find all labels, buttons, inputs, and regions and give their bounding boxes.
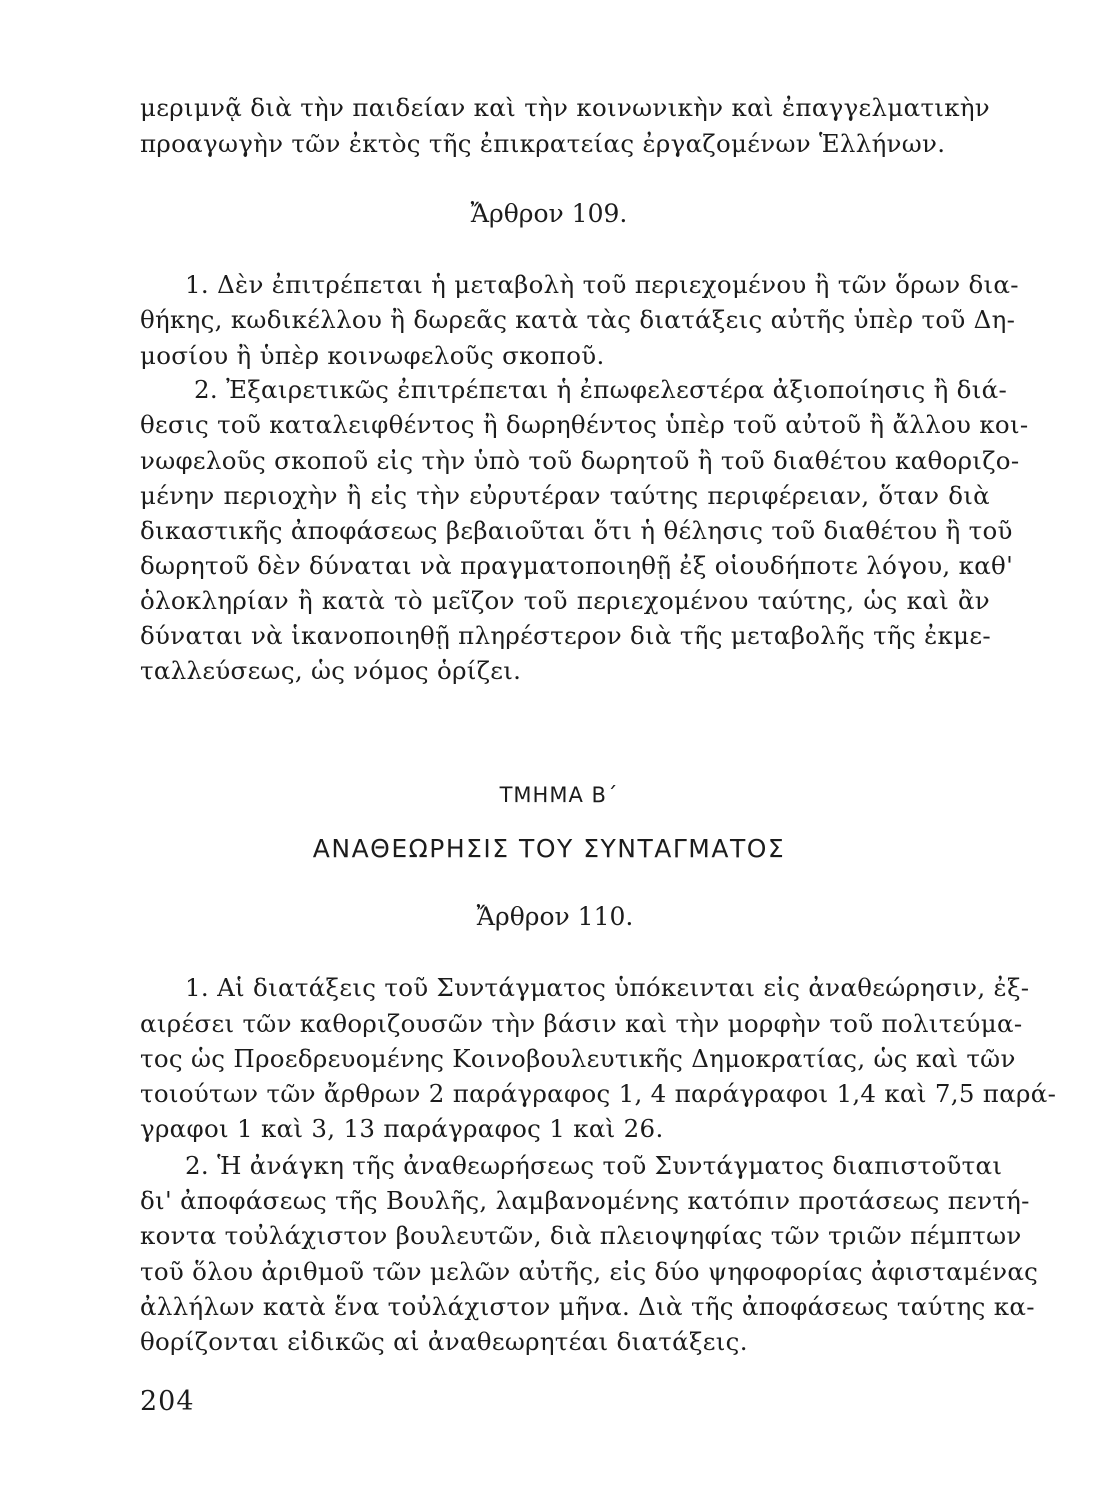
text-line: μοσίου ἢ ὑπὲρ κοινωφελοῦς σκοποῦ. <box>140 341 605 370</box>
section-label: ΤΜΗΜΑ Β΄ <box>499 783 619 807</box>
article-heading: Ἄρθρον 109. <box>470 199 628 228</box>
text-line: 2. Ἐξαιρετικῶς ἐπιτρέπεται ἡ ἐπωφελεστέρα ἀξιοποίησις ἢ διά- <box>194 375 1008 404</box>
text-line: ταλλεύσεως, ὡς νόμος ὁρίζει. <box>140 656 522 685</box>
text-line: αιρέσει τῶν καθοριζουσῶν τὴν βάσιν καὶ τὴν μορφὴν τοῦ πολιτεύμα- <box>140 1009 1023 1038</box>
text-line: 2. Ἡ ἀνάγκη τῆς ἀναθεωρήσεως τοῦ Συντάγματος διαπιστοῦται <box>185 1151 1003 1180</box>
text-line: 1. Αἱ διατάξεις τοῦ Συντάγματος ὑπόκεινται εἰς ἀναθεώρησιν, ἐξ- <box>185 973 1030 1002</box>
page-number: 204 <box>140 1386 195 1417</box>
text-line: ἀλλήλων κατὰ ἕνα τοὐλάχιστον μῆνα. Διὰ τῆς ἀποφάσεως ταύτης κα- <box>140 1292 1035 1321</box>
section-title: ΑΝΑΘΕΩΡΗΣΙΣ ΤΟΥ ΣΥΝΤΑΓΜΑΤΟΣ <box>312 834 786 863</box>
text-line: δύναται νὰ ἱκανοποιηθῇ πληρέστερον διὰ τῆς μεταβολῆς τῆς ἐκμε- <box>140 621 991 650</box>
text-line: μένην περιοχὴν ἢ εἰς τὴν εὐρυτέραν ταύτης περιφέρειαν, ὅταν διὰ <box>140 481 990 510</box>
article-heading: Ἄρθρον 110. <box>476 902 634 931</box>
text-line: τοιούτων τῶν ἄρθρων 2 παράγραφος 1, 4 παράγραφοι 1,4 καὶ 7,5 παρά- <box>140 1079 1057 1108</box>
text-line: γραφοι 1 καὶ 3, 13 παράγραφος 1 καὶ 26. <box>140 1114 664 1143</box>
text-line: 1. Δὲν ἐπιτρέπεται ἡ μεταβολὴ τοῦ περιεχομένου ἢ τῶν ὅρων δια- <box>185 270 1019 299</box>
text-line: προαγωγὴν τῶν ἐκτὸς τῆς ἐπικρατείας ἐργαζομένων Ἑλλήνων. <box>140 129 946 158</box>
text-line: νωφελοῦς σκοποῦ εἰς τὴν ὑπὸ τοῦ δωρητοῦ ἢ τοῦ διαθέτου καθοριζο- <box>140 446 1020 475</box>
text-line: κοντα τοὐλάχιστον βουλευτῶν, διὰ πλειοψηφίας τῶν τριῶν πέμπτων <box>140 1221 1022 1250</box>
text-line: δωρητοῦ δὲν δύναται νὰ πραγματοποιηθῇ ἐξ οἱουδήποτε λόγου, καθ' <box>140 551 1014 580</box>
text-line: δι' ἀποφάσεως τῆς Βουλῆς, λαμβανομένης κατόπιν προτάσεως πεντή- <box>140 1186 1030 1215</box>
text-line: θεσις τοῦ καταλειφθέντος ἢ δωρηθέντος ὑπὲρ τοῦ αὐτοῦ ἢ ἄλλου κοι- <box>140 410 1029 439</box>
text-line: θήκης, κωδικέλλου ἢ δωρεᾶς κατὰ τὰς διατάξεις αὐτῆς ὑπὲρ τοῦ Δη- <box>140 305 1016 334</box>
text-line: τος ὡς Προεδρευομένης Κοινοβουλευτικῆς Δημοκρατίας, ὡς καὶ τῶν <box>140 1044 1016 1073</box>
text-line: δικαστικῆς ἀποφάσεως βεβαιοῦται ὅτι ἡ θέλησις τοῦ διαθέτου ἢ τοῦ <box>140 516 1013 545</box>
text-line: τοῦ ὅλου ἀριθμοῦ τῶν μελῶν αὐτῆς, εἰς δύο ψηφοφορίας ἀφισταμένας <box>140 1257 1039 1286</box>
text-line: ὁλοκληρίαν ἢ κατὰ τὸ μεῖζον τοῦ περιεχομένου ταύτης, ὡς καὶ ἂν <box>140 586 990 615</box>
text-line: μεριμνᾷ διὰ τὴν παιδείαν καὶ τὴν κοινωνικὴν καὶ ἐπαγγελματικὴν <box>140 93 990 122</box>
text-line: θορίζονται εἰδικῶς αἱ ἀναθεωρητέαι διατάξεις. <box>140 1327 748 1356</box>
